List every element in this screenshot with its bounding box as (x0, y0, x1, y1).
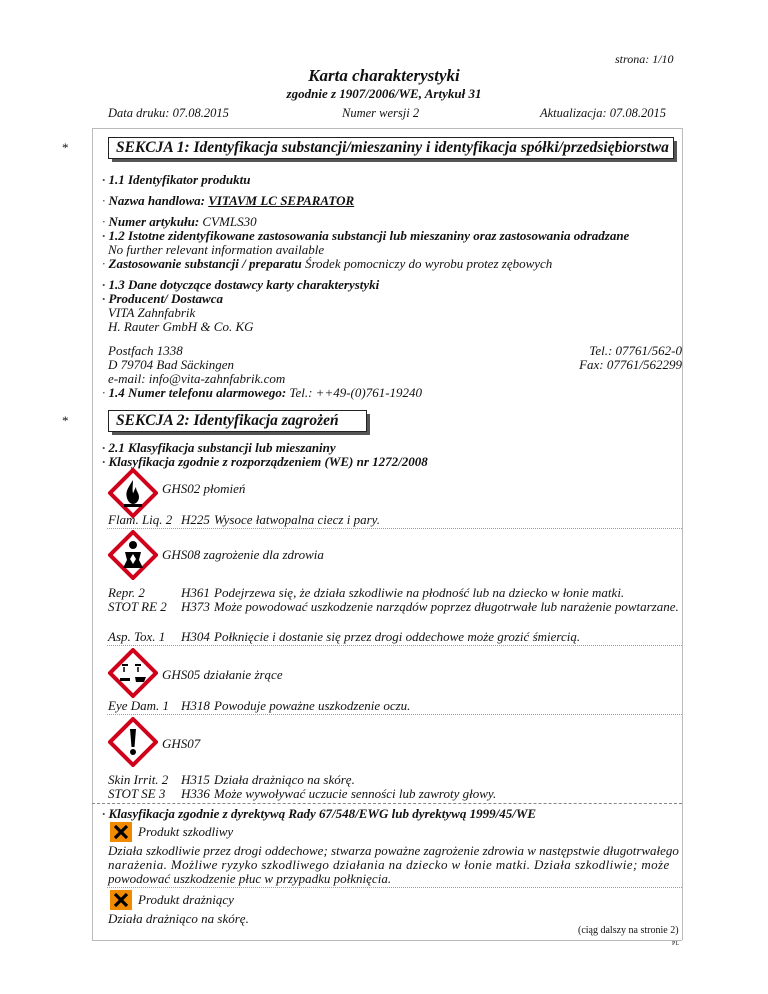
document-title: Karta charakterystyki (308, 66, 460, 85)
repr-class: Repr. 2 (108, 585, 145, 600)
application-row: · Zastosowanie substancji / preparatu Środek pomocniczy do wyrobu protez zębowych (102, 256, 553, 271)
fax: Fax: 07761/562299 (579, 357, 682, 372)
health-hazard-icon (108, 530, 158, 580)
frame-right (682, 128, 683, 940)
identified-uses-value: No further relevant information available (108, 242, 325, 257)
irritant-text: Działa drażniąco na skórę. (108, 911, 249, 926)
frame-top (92, 128, 682, 129)
separator (107, 645, 682, 646)
emergency-row: · 1.4 Numer telefonu alarmowego: Tel.: ++49-(0)761-19240 (102, 385, 423, 400)
clp-label: · Klasyfikacja zgodnie z rozporządzeniem (WE) nr 1272/2008 (102, 454, 428, 469)
print-date: Data druku: 07.08.2015 (108, 106, 229, 120)
section1-change-marker: * (62, 140, 69, 155)
document-subtitle: zgodnie z 1907/2006/WE, Artykuł 31 (286, 86, 482, 101)
asp-hcode: H304 (181, 629, 210, 644)
company-name-2: H. Rauter GmbH & Co. KG (108, 319, 254, 334)
stotse-hcode: H336 (181, 786, 210, 801)
harmful-text-2: narażenia. Możliwe ryzyko szkodliwego działania na dziecko w łonie matki. Działa szkodliwie; może (108, 857, 670, 872)
skin-hcode: H315 (181, 772, 210, 787)
repr-hcode: H361 (181, 585, 210, 600)
separator (107, 714, 682, 715)
flam-class: Flam. Liq. 2 (108, 512, 173, 527)
producer-label: · Producent/ Dostawca (102, 291, 223, 306)
stotre-hcode: H373 (181, 599, 210, 614)
article-number-row: · Numer artykułu: CVMLS30 (102, 214, 257, 229)
separator (92, 803, 682, 804)
irritant-x-icon (110, 890, 132, 910)
separator (107, 528, 682, 529)
separator (107, 887, 682, 888)
flam-hcode: H225 (181, 512, 210, 527)
stotre-statement: Może powodować uszkodzenie narządów poprzez długotrwałe lub narażenie powtarzane. (214, 599, 679, 614)
asp-statement: Połknięcie i dostanie się przez drogi oddechowe może grozić śmiercią. (214, 629, 581, 644)
irritant-label: Produkt drażniący (138, 892, 234, 907)
harmful-text-3: powodować uszkodzenie płuc w przypadku połknięcia. (108, 871, 392, 886)
language-code: PL (672, 941, 680, 947)
asp-class: Asp. Tox. 1 (108, 629, 166, 644)
flam-statement: Wysoce łatwopalna ciecz i pary. (214, 512, 380, 527)
identified-uses-label: · 1.2 Istotne zidentyfikowane zastosowania substancji lub mieszaniny oraz zastosowania odradzane (102, 228, 630, 243)
eye-class: Eye Dam. 1 (108, 698, 170, 713)
section2-title: SEKCJA 2: Identyfikacja zagrożeń (108, 410, 367, 432)
eye-statement: Powoduje poważne uszkodzenie oczu. (214, 698, 411, 713)
eye-hcode: H318 (181, 698, 210, 713)
postbox: Postfach 1338 (108, 343, 183, 358)
frame-bottom (92, 940, 682, 941)
harmful-x-icon (110, 822, 132, 842)
company-name: VITA Zahnfabrik (108, 305, 196, 320)
repr-statement: Podejrzewa się, że działa szkodliwie na płodność lub na dziecko w łonie matki. (214, 585, 625, 600)
ghs08-label: GHS08 zagrożenie dla zdrowia (162, 547, 324, 562)
skin-statement: Działa drażniąco na skórę. (214, 772, 355, 787)
ghs07-label: GHS07 (162, 736, 201, 751)
exclamation-icon (108, 717, 158, 767)
update-date: Aktualizacja: 07.08.2015 (540, 106, 667, 120)
skin-class: Skin Irrit. 2 (108, 772, 169, 787)
ghs02-label: GHS02 płomień (162, 481, 246, 496)
stotse-statement: Może wywoływać uczucie senności lub zawroty głowy. (214, 786, 497, 801)
section1-title: SEKCJA 1: Identyfikacja substancji/mieszaniny i identyfikacja spółki/przedsiębiorstwa (108, 137, 674, 159)
frame-left (92, 128, 93, 940)
telephone: Tel.: 07761/562-0 (589, 343, 682, 358)
harmful-label: Produkt szkodliwy (138, 824, 234, 839)
flame-icon (108, 468, 158, 518)
city: D 79704 Bad Säckingen (108, 357, 235, 372)
continued-note: (ciąg dalszy na stronie 2) (578, 925, 679, 936)
email: e-mail: info@vita-zahnfabrik.com (108, 371, 286, 386)
page-number: strona: 1/10 (615, 52, 674, 66)
classification-label: · 2.1 Klasyfikacja substancji lub mieszaniny (102, 440, 336, 455)
stotse-class: STOT SE 3 (108, 786, 166, 801)
trade-name-value: VITAVM LC SEPARATOR (208, 193, 355, 208)
directive-classification-label: · Klasyfikacja zgodnie z dyrektywą Rady 67/548/EWG lub dyrektywą 1999/45/WE (102, 806, 537, 821)
supplier-label: · 1.3 Dane dotyczące dostawcy karty charakterystyki (102, 277, 380, 292)
corrosion-icon (108, 648, 158, 698)
trade-name-row: · Nazwa handlowa: VITAVM LC SEPARATOR (102, 193, 355, 208)
trade-name-label: Nazwa handlowa: (108, 193, 209, 208)
stotre-class: STOT RE 2 (108, 599, 167, 614)
product-identifier-label: · 1.1 Identyfikator produktu (102, 172, 251, 187)
ghs05-label: GHS05 działanie żrące (162, 667, 283, 682)
harmful-text-1: Działa szkodliwie przez drogi oddechowe; stwarza poważne zagrożenie zdrowia w następstwie długotrwałego (108, 843, 679, 858)
section2-change-marker: * (62, 413, 69, 428)
version-number: Numer wersji 2 (342, 106, 420, 120)
